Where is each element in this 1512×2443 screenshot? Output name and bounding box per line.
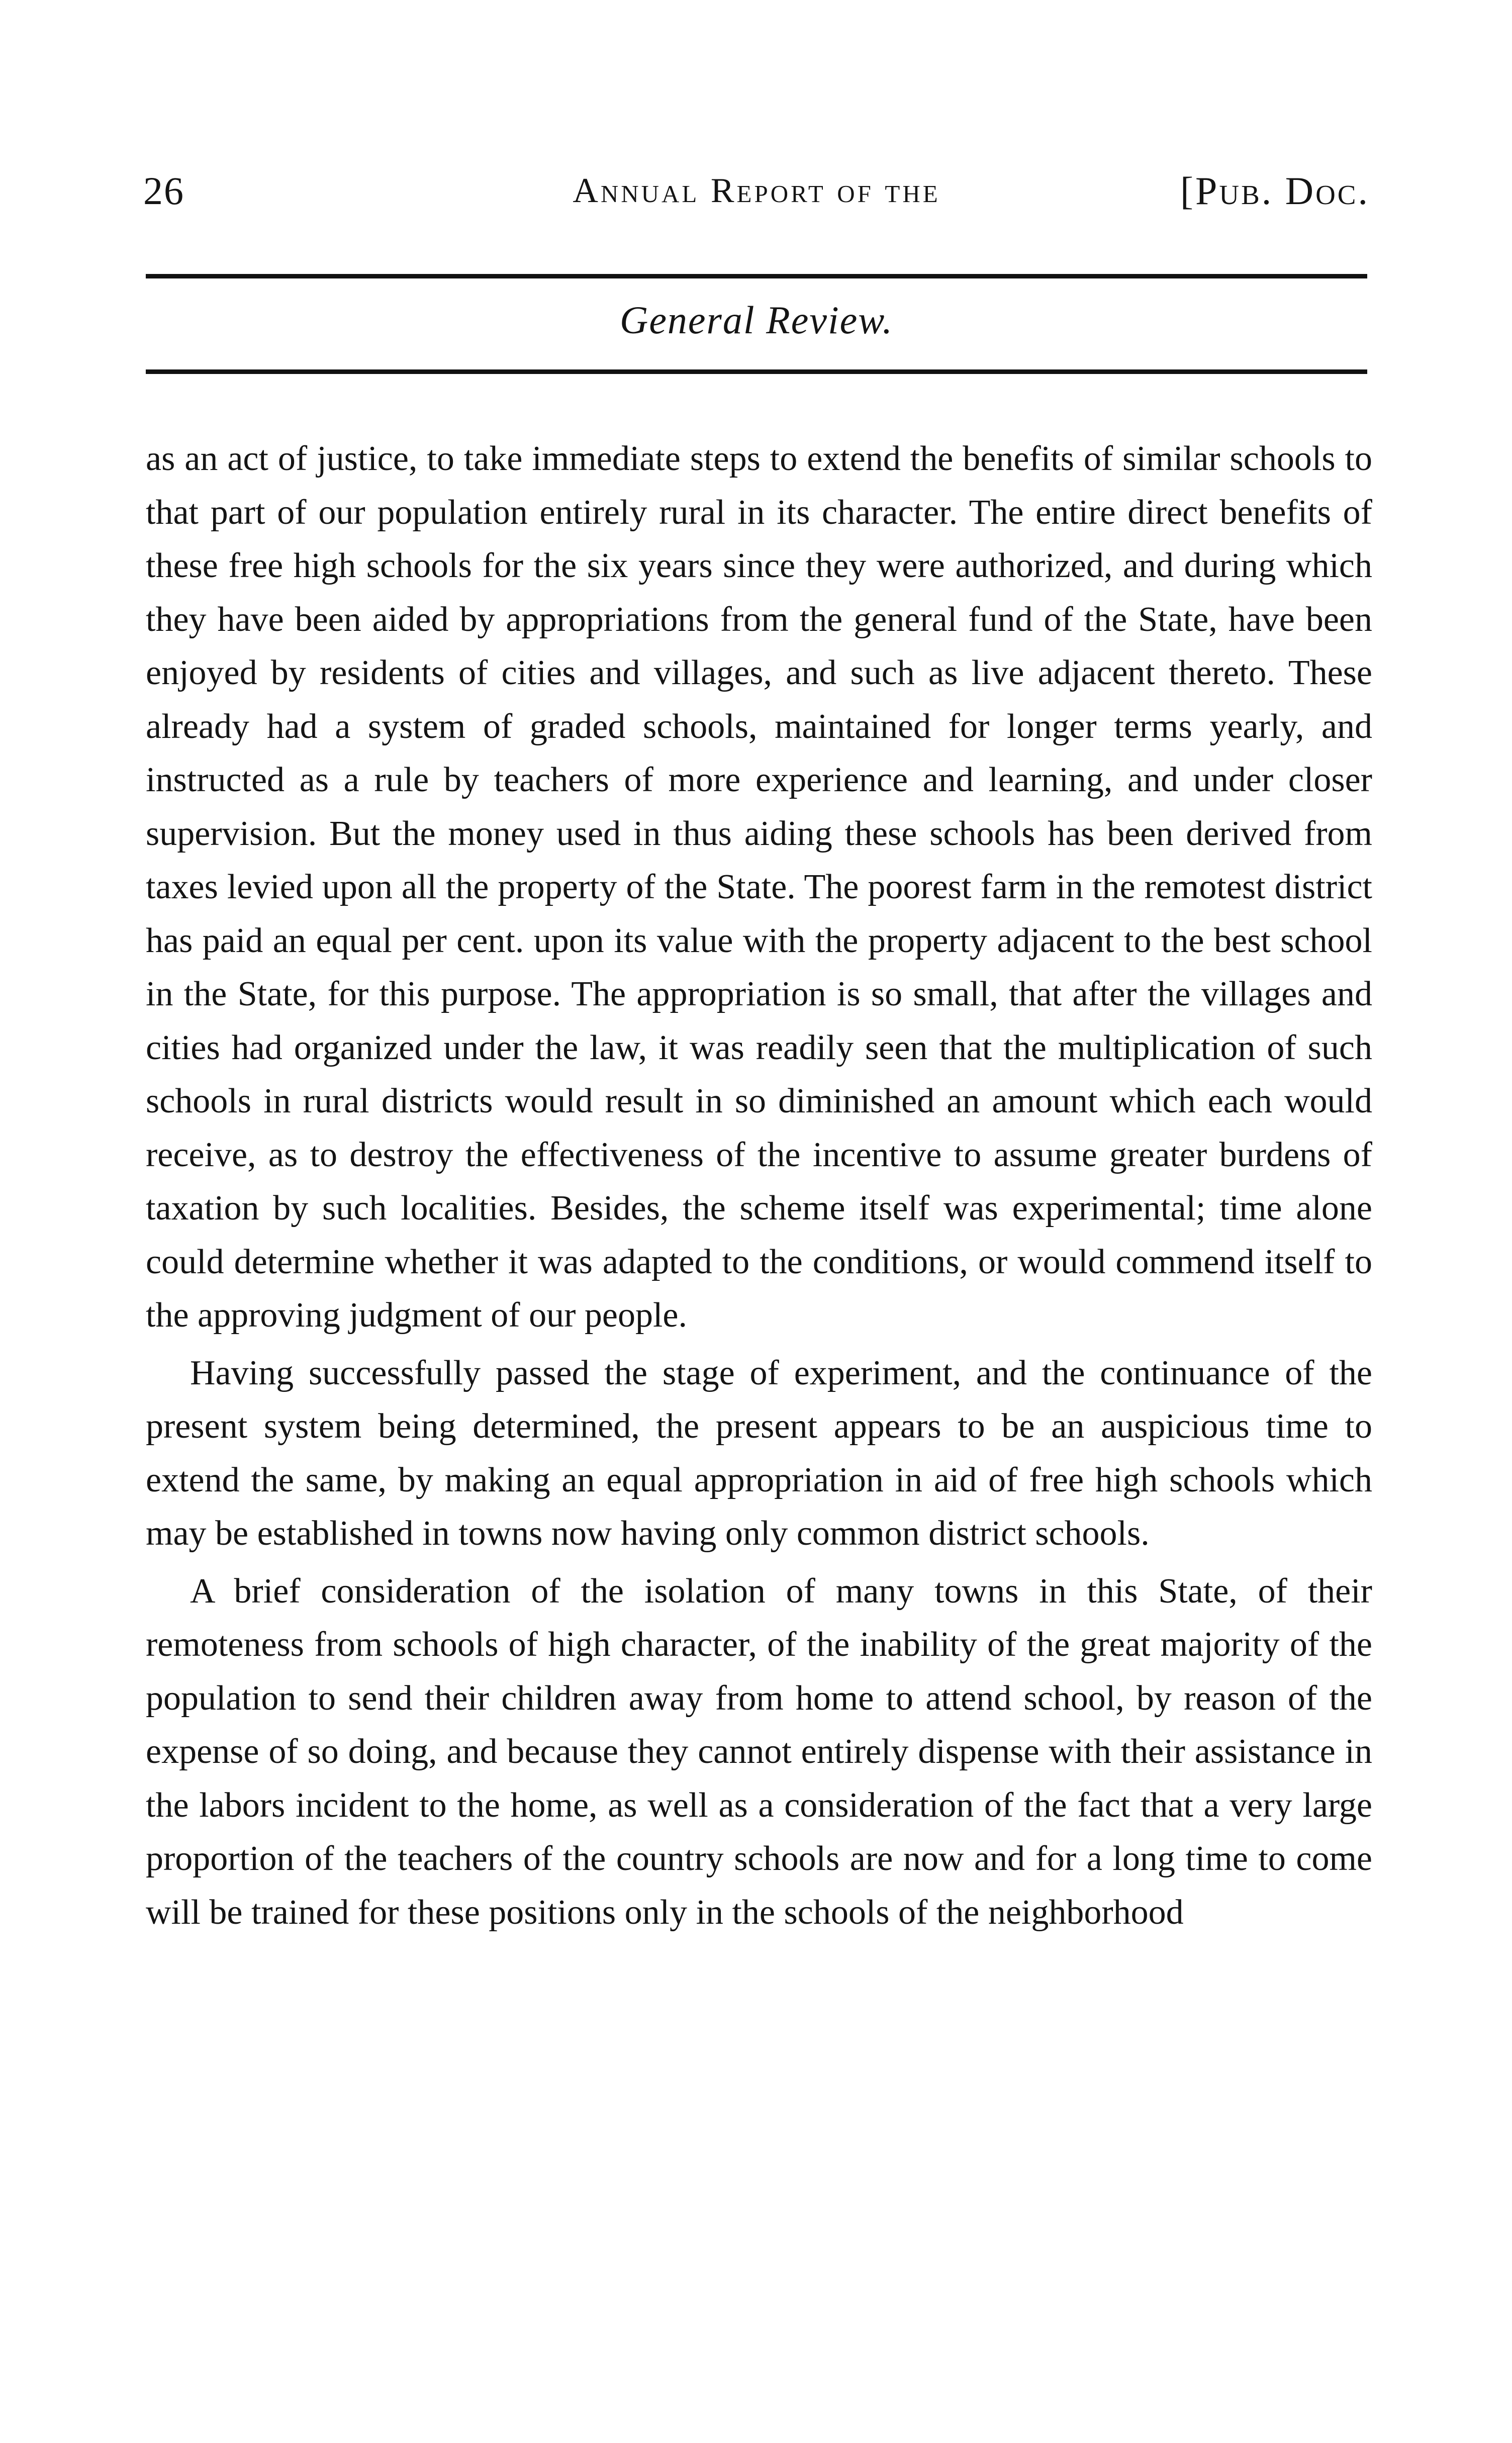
paragraph-experiment: Having successfully passed the stage of experiment, and the continuance of the present system being determined, the present appears to be an auspicious time to extend the same, by making an equal appropriation in aid of free high schools which may be established in towns now having only common district schools. xyxy=(146,1353,1372,1553)
top-rule xyxy=(146,274,1367,278)
paragraph-isolation: A brief consideration of the isolation of many towns in this State, of their remoteness from schools of high character, of the inability of the great majority of the population to send their children away from home to attend school, by reason of the expense of so doing, and because they cannot entirely dispense with their assistance in the labors incident to the home, as well as a consideration of the fact that a very large proportion of the teachers of the country schools are now and for a long time to come will be trained for these positions only in the schools of the neighborhood xyxy=(146,1571,1372,1932)
page-number: 26 xyxy=(143,169,184,213)
section-title: General Review. xyxy=(619,298,893,342)
document-label: [Pub. Doc. xyxy=(1180,169,1370,213)
bottom-rule xyxy=(146,369,1367,374)
paragraph-continued: as an act of justice, to take immediate steps to extend the benefits of similar schools to that part of our population entirely rural in its character. The entire direct benefits of these free high schools for the six years since they were authorized, and during which they have been aided by appropriations from the general fund of the State, have been enjoyed by residents of cities and villages, and such as live adjacent thereto. These already had a system of graded schools, maintained for longer terms yearly, and instructed as a rule by teachers of more experience and learning, and under closer supervision. But the money used in thus aiding these schools has been derived from taxes levied upon all the property of the State. The poorest farm in the remotest district has paid an equal per cent. upon its value with the property adjacent to the best school in the State, for this purpose. The appropriation is so small, that after the villages and cities had organized under the law, it was readily seen that the multiplication of such schools in rural districts would result in so diminished an amount which each would receive, as to destroy the effectiveness of the incentive to assume greater burdens of taxation by such localities. Besides, the scheme itself was experimental; time alone could determine whether it was adapted to the conditions, or would commend itself to the approving judgment of our people. xyxy=(146,439,1372,1335)
body-text xyxy=(146,432,1372,1943)
running-title: Annual Report of the xyxy=(573,171,940,210)
page-header xyxy=(143,163,1370,219)
